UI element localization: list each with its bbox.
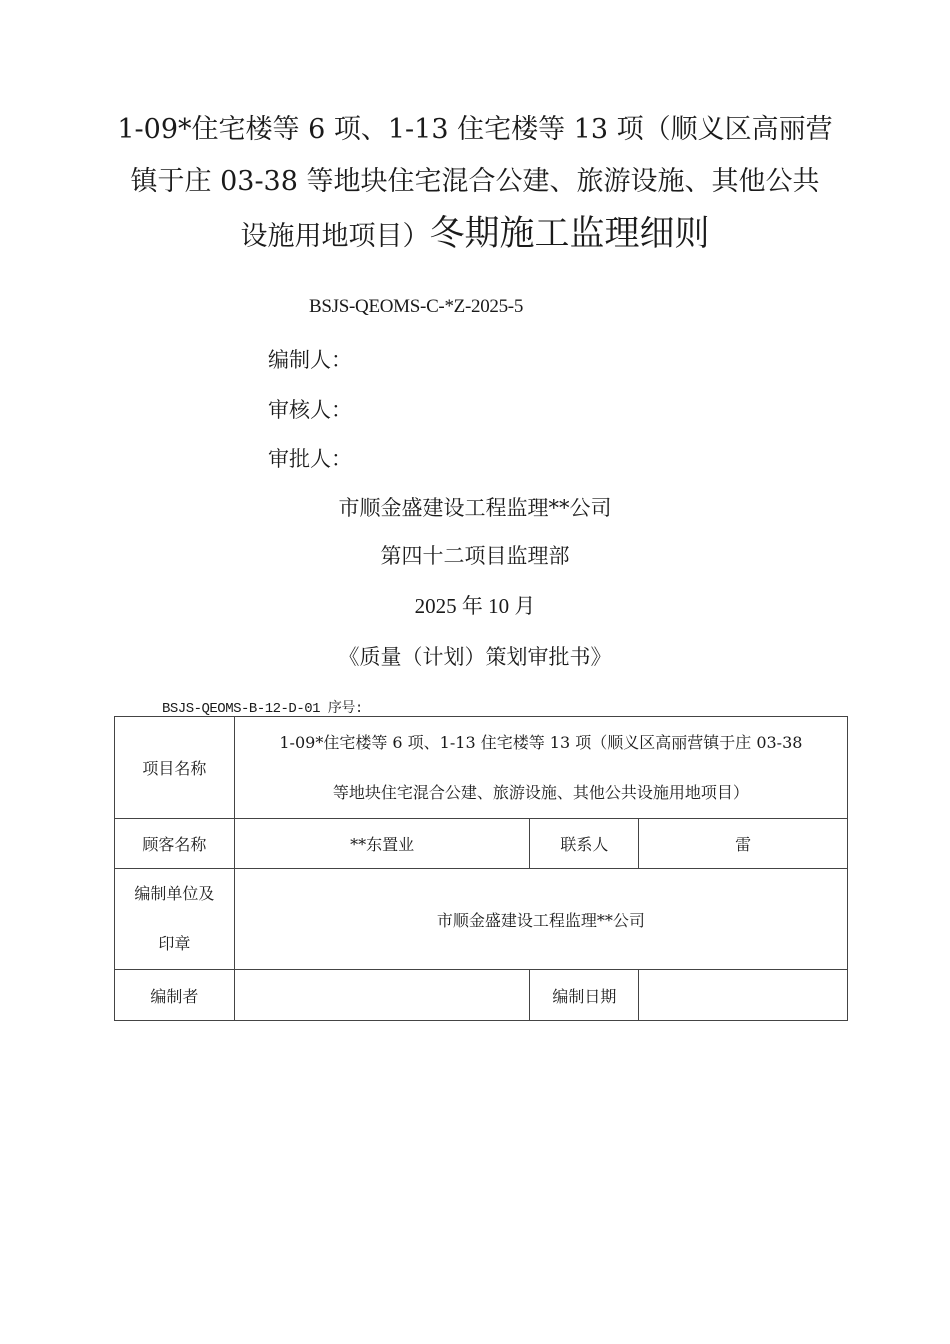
compiler-label: 编制人： (268, 348, 352, 372)
table-row (115, 819, 848, 869)
date-value (639, 970, 848, 1021)
title-main-heading: 冬期施工监理细则 (429, 214, 710, 254)
table-row (115, 970, 848, 1021)
unit-value: 市顺金盛建设工程监理**公司 (234, 869, 847, 970)
company-name: 市顺金盛建设工程监理**公司 (338, 496, 612, 520)
document-title (110, 104, 840, 263)
customer-value: **东置业 (234, 819, 530, 869)
customer-label: 顾客名称 (115, 819, 235, 869)
document-date: 2025 年 10 月 (414, 594, 536, 618)
unit-label (115, 869, 235, 970)
author-value (234, 970, 530, 1021)
unit-label-line-1: 编制单位及 (134, 884, 215, 903)
table-row (115, 869, 848, 970)
unit-label-line-2: 印章 (158, 934, 191, 953)
project-name-line-2: 等地块住宅混合公建、旅游设施、其他公共设施用地项目） (332, 782, 749, 802)
department-name: 第四十二项目监理部 (380, 544, 570, 568)
approval-title: 《质量（计划）策划审批书》 (338, 645, 612, 669)
table-row (115, 717, 848, 819)
title-line-3 (110, 208, 840, 263)
approver-label: 审批人： (268, 447, 352, 471)
project-name-value (234, 717, 847, 819)
contact-value: 雷 (639, 819, 848, 869)
title-line-1: 1-09*住宅楼等 6 项、1-13 住宅楼等 13 项（顺义区高丽营 (117, 114, 833, 145)
contact-label: 联系人 (530, 819, 639, 869)
table-code: BSJS-QEOMS-B-12-D-01 序号: (162, 701, 363, 717)
date-label: 编制日期 (530, 970, 639, 1021)
title-line-3-text: 设施用地项目） (240, 221, 430, 252)
project-name-line-1: 1-09*住宅楼等 6 项、1-13 住宅楼等 13 项（顺义区高丽营镇于庄 03-38 (279, 732, 803, 752)
author-label: 编制者 (115, 970, 235, 1021)
title-line-2: 镇于庄 03-38 等地块住宅混合公建、旅游设施、其他公共 (130, 166, 820, 197)
document-code: BSJS-QEOMS-C-*Z-2025-5 (309, 296, 524, 317)
approval-table (114, 716, 848, 1021)
reviewer-label: 审核人： (268, 398, 352, 422)
project-name-label: 项目名称 (115, 717, 235, 819)
